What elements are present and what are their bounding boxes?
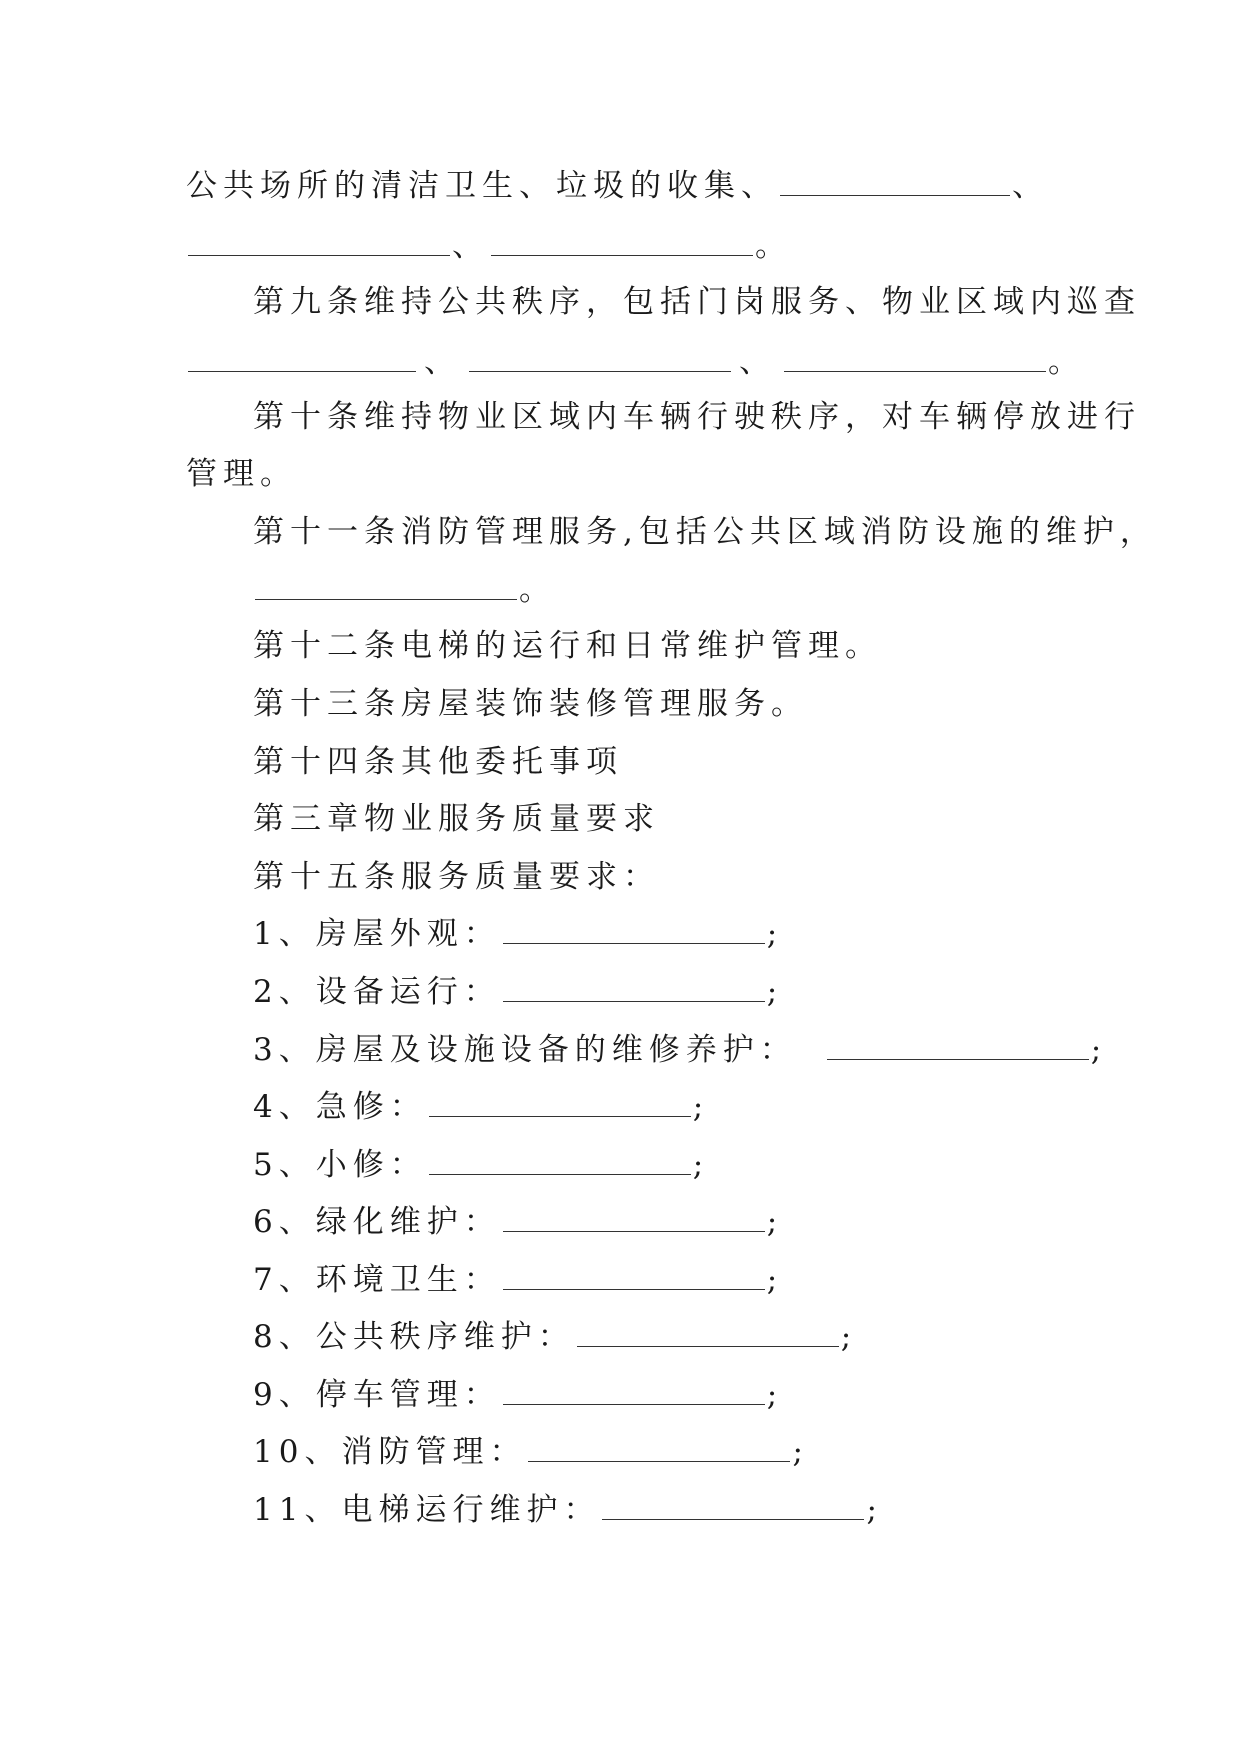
item-end: ; bbox=[866, 1492, 883, 1528]
item-end: ; bbox=[766, 974, 784, 1010]
item-label: 1、房屋外观： bbox=[253, 916, 501, 952]
list-item bbox=[253, 1260, 783, 1300]
article-text: 第十五条服务质量要求： bbox=[253, 859, 660, 895]
list-item bbox=[253, 1145, 709, 1185]
article-text: 第十一条消防管理服务,包括公共区域消防设施的维护， bbox=[253, 514, 1157, 550]
item-label: 9、停车管理： bbox=[253, 1377, 501, 1413]
paragraph-line bbox=[253, 684, 808, 724]
article-text: 第十三条房屋装饰装修管理服务。 bbox=[253, 686, 808, 722]
list-item bbox=[253, 1432, 809, 1472]
blank-field bbox=[503, 1205, 765, 1232]
paragraph-line bbox=[186, 226, 792, 266]
item-label: 8、公共秩序维护： bbox=[253, 1319, 575, 1355]
line-punct: 。 bbox=[519, 572, 556, 608]
item-label: 4、急修： bbox=[253, 1089, 427, 1125]
blank-field bbox=[188, 229, 450, 256]
item-end: ; bbox=[792, 1434, 809, 1470]
item-end: ; bbox=[766, 1262, 784, 1298]
item-label: 2、设备运行： bbox=[253, 974, 501, 1010]
blank-field bbox=[491, 229, 753, 256]
paragraph-line bbox=[186, 454, 297, 494]
item-end: ; bbox=[692, 1089, 710, 1125]
item-end: ; bbox=[766, 1204, 784, 1240]
blank-field bbox=[784, 345, 1046, 372]
blank-field bbox=[469, 345, 731, 372]
list-item bbox=[253, 1202, 783, 1242]
paragraph-line bbox=[253, 512, 1157, 552]
blank-field bbox=[429, 1148, 691, 1175]
blank-field bbox=[503, 1378, 765, 1405]
paragraph-line bbox=[186, 166, 1049, 206]
chapter-heading bbox=[253, 799, 660, 839]
blank-field bbox=[255, 573, 517, 600]
list-item bbox=[253, 1490, 883, 1530]
article-text: 第十四条其他委托事项 bbox=[253, 744, 623, 780]
article-text: 第九条维持公共秩序，包括门岗服务、物业区域内巡查 bbox=[253, 284, 1141, 320]
paragraph-line bbox=[253, 857, 660, 897]
blank-field bbox=[503, 1263, 765, 1290]
item-end: ; bbox=[1090, 1032, 1108, 1068]
paragraph-line bbox=[253, 742, 623, 782]
item-label: 7、环境卫生： bbox=[253, 1262, 501, 1298]
list-item bbox=[253, 1375, 783, 1415]
article-text: 管理。 bbox=[186, 456, 297, 492]
blank-field bbox=[503, 975, 765, 1002]
item-label: 6、绿化维护： bbox=[253, 1204, 501, 1240]
blank-field bbox=[577, 1320, 839, 1347]
item-end: ; bbox=[766, 1377, 784, 1413]
item-label: 3、房屋及设施设备的维修养护： bbox=[253, 1032, 797, 1068]
item-end: ; bbox=[692, 1147, 710, 1183]
list-item bbox=[253, 914, 783, 954]
line-punct: 、 bbox=[424, 344, 461, 380]
blank-field bbox=[780, 169, 1010, 196]
line-punct: 。 bbox=[755, 228, 792, 264]
paragraph-line bbox=[253, 570, 556, 610]
item-label: 5、小修： bbox=[253, 1147, 427, 1183]
item-label: 10、消防管理： bbox=[253, 1434, 527, 1470]
list-item bbox=[253, 972, 783, 1012]
list-item bbox=[253, 1087, 709, 1127]
paragraph-line bbox=[253, 397, 1141, 437]
blank-field bbox=[188, 345, 416, 372]
line-punct: 、 bbox=[739, 344, 776, 380]
list-item bbox=[253, 1030, 1107, 1070]
article-text: 第十二条电梯的运行和日常维护管理。 bbox=[253, 628, 882, 664]
item-label: 11、电梯运行维护： bbox=[253, 1492, 601, 1528]
blank-field bbox=[503, 917, 765, 944]
line-punct: 、 bbox=[1012, 168, 1049, 204]
blank-field bbox=[429, 1090, 691, 1117]
article-text: 第十条维持物业区域内车辆行驶秩序，对车辆停放进行 bbox=[253, 399, 1141, 435]
blank-field bbox=[602, 1493, 864, 1520]
blank-field bbox=[827, 1033, 1089, 1060]
paragraph-line bbox=[253, 626, 882, 666]
list-item bbox=[253, 1317, 857, 1357]
blank-field bbox=[528, 1435, 790, 1462]
line-punct: 、 bbox=[452, 228, 489, 264]
item-end: ; bbox=[766, 916, 784, 952]
item-end: ; bbox=[840, 1319, 858, 1355]
line-text: 公共场所的清洁卫生、垃圾的收集、 bbox=[186, 168, 778, 204]
chapter-title: 第三章物业服务质量要求 bbox=[253, 801, 660, 837]
paragraph-line bbox=[253, 282, 1141, 322]
line-punct: 。 bbox=[1048, 344, 1085, 380]
paragraph-line bbox=[186, 342, 1085, 382]
